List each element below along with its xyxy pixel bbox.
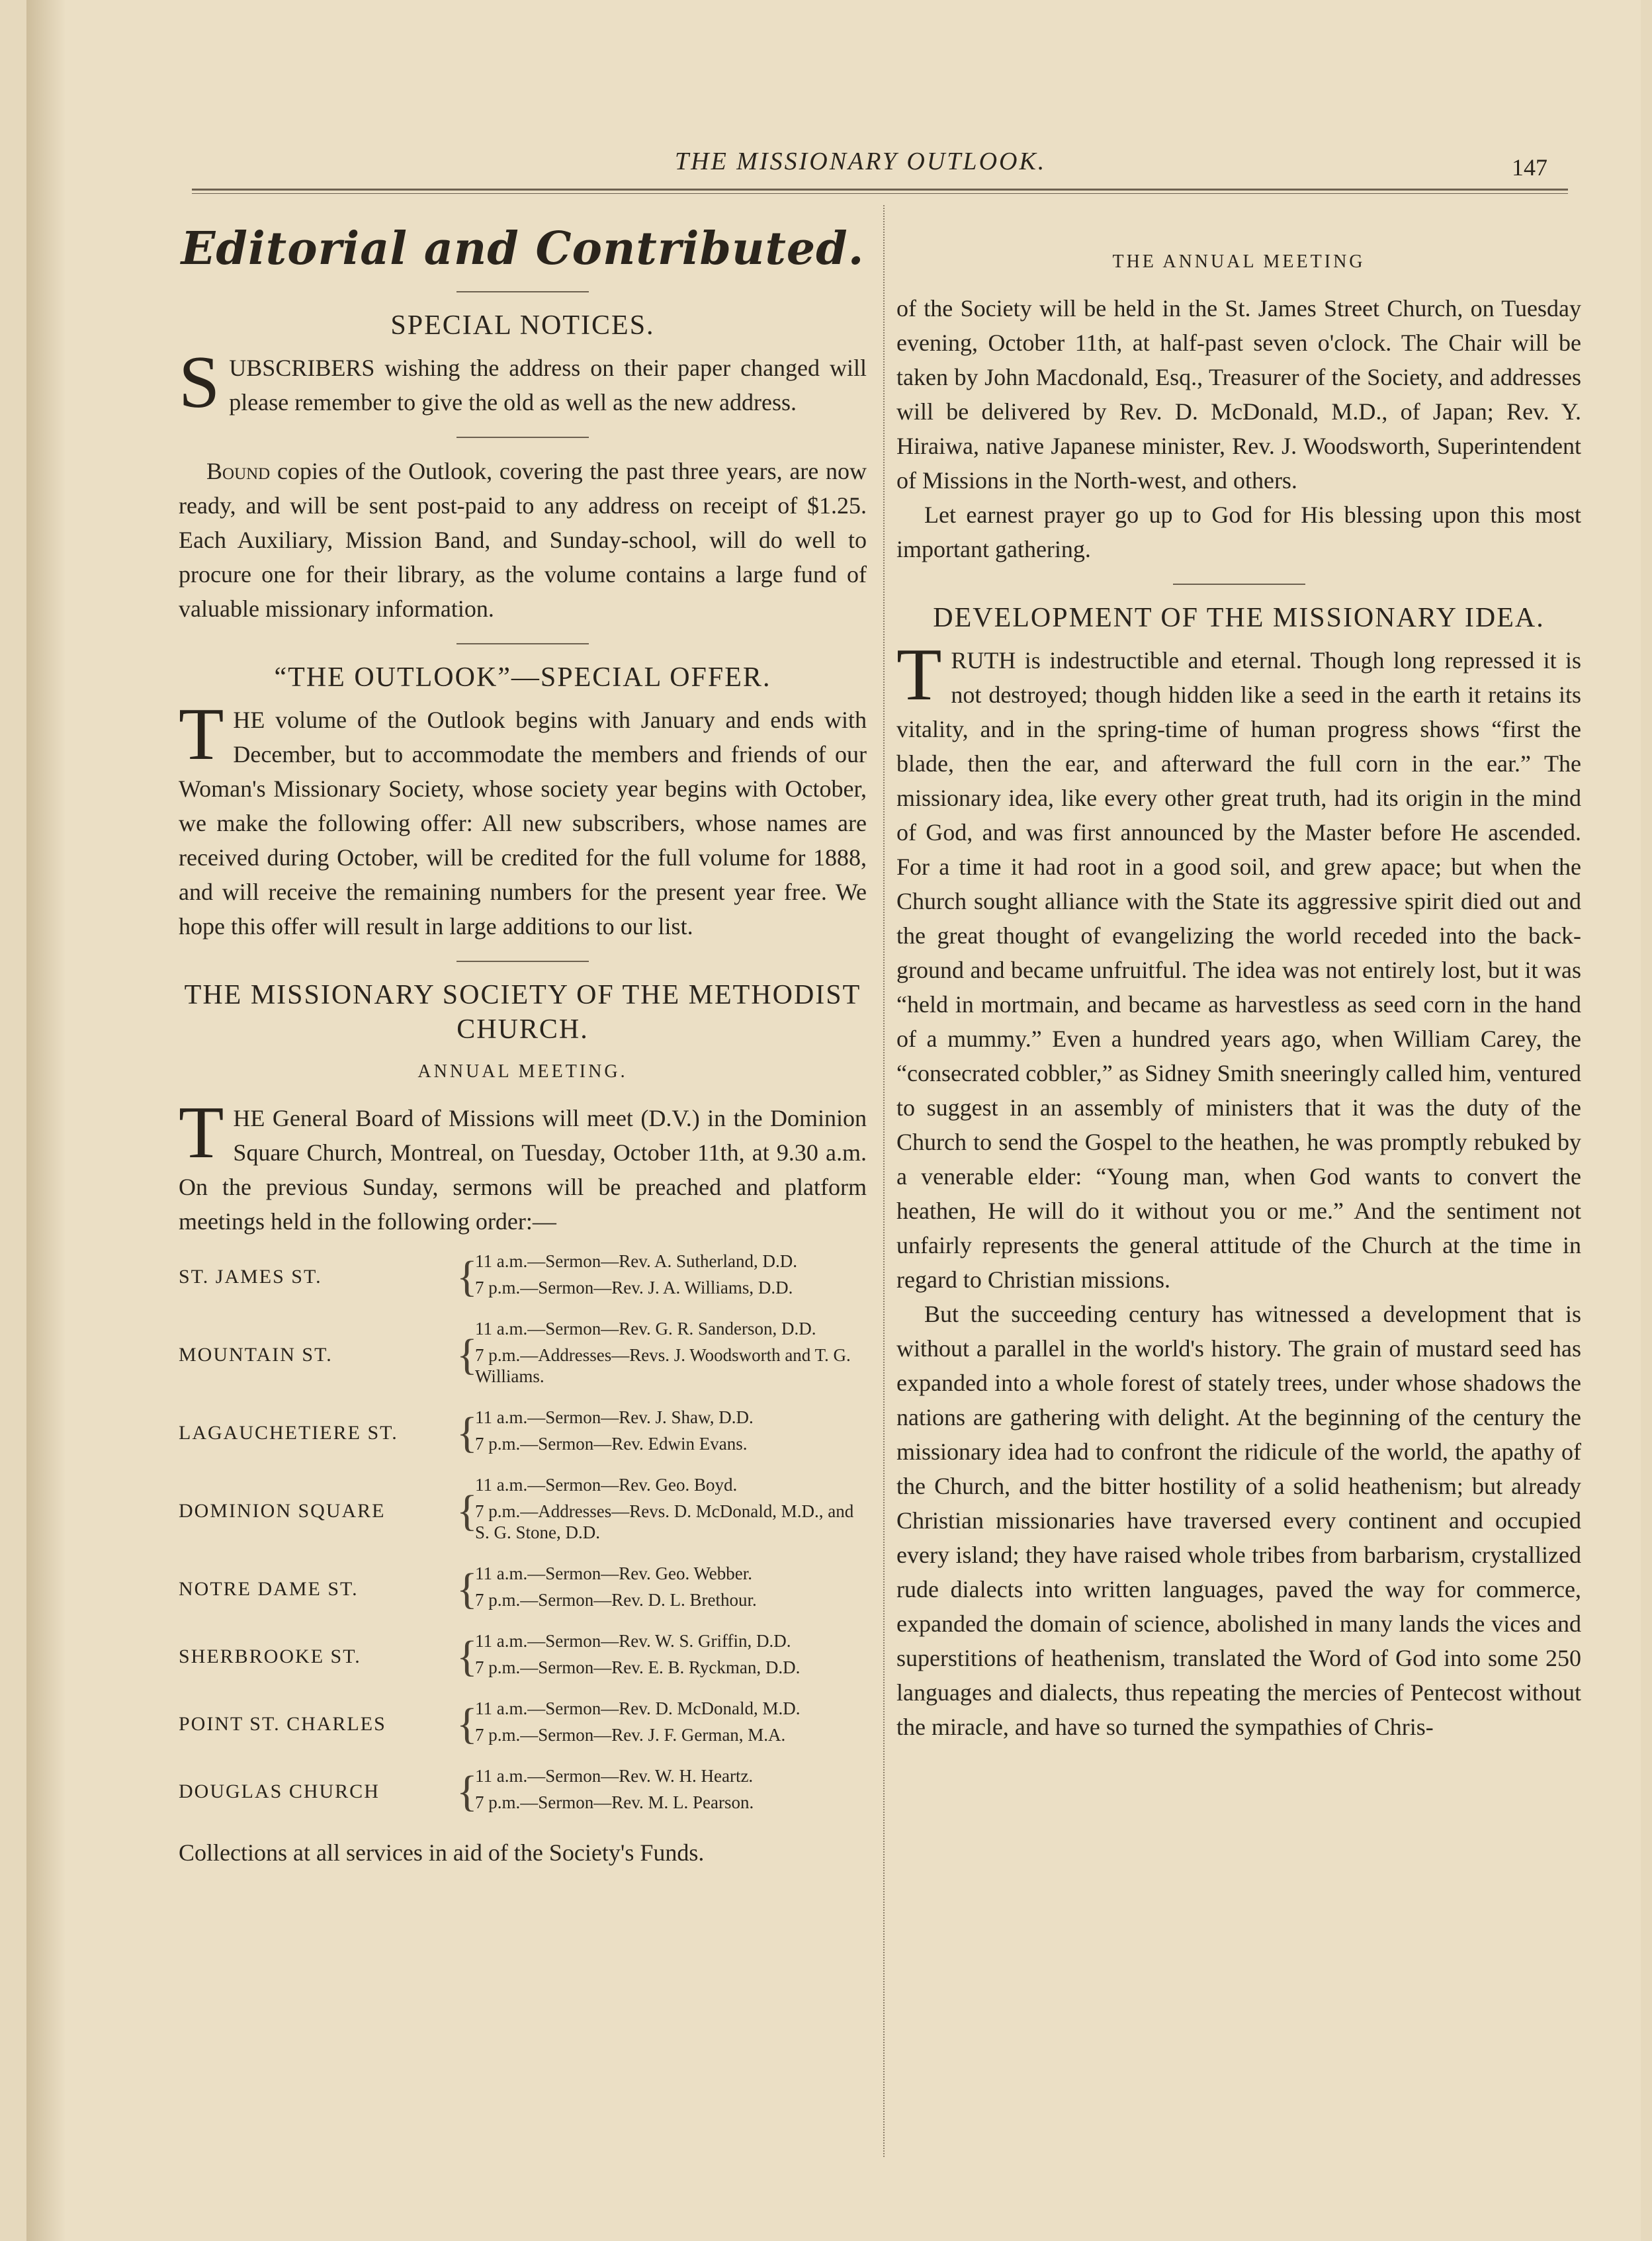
brace-icon: { <box>456 1767 478 1816</box>
service-times <box>475 1318 865 1392</box>
running-title: THE MISSIONARY OUTLOOK. <box>675 148 1047 175</box>
collections-note: Collections at all services in aid of the Society's Funds. <box>179 1839 705 1866</box>
service-entry: 11 a.m.—Sermon—Rev. D. McDonald, M.D. <box>475 1698 801 1718</box>
service-entry: 11 a.m.—Sermon—Rev. A. Sutherland, D.D. <box>475 1251 797 1271</box>
divider-rule <box>456 643 589 644</box>
church-name: LAGAUCHETIERE ST. <box>179 1422 398 1444</box>
service-entry: 11 a.m.—Sermon—Rev. J. Shaw, D.D. <box>475 1407 754 1427</box>
missionary-society-heading: THE MISSIONARY SOCIETY OF THE METHODIST CHURCH. <box>184 980 861 1045</box>
schedule-row <box>179 1474 867 1548</box>
right-column <box>896 238 1581 1744</box>
paragraph-text: RUTH is indestructible and eternal. Though long repressed it is not destroyed; though hidden like a seed in the earth it retains its vitality, and in the spring-time of human progress shows “first the blade, then the ear, and afterward the full corn in the ear.” The missionary idea, like every other great truth, had its origin in the mind of God, and was first announced by the Master before He ascended. For a time it had root in a good soil, and grew apace; but when the Church sought alliance with the State its aggressive spirit died out and the great thought of evangelizing the world receded into the back-ground and became unfruitful. The idea was not entirely lost, but it was “held in mortmain, and became as harvestless as seed corn in the hand of a mummy.” Even a hundred years ago, when William Carey, the “consecrated cobbler,” as Sidney Smith sneeringly called him, ventured to suggest in an assembly of ministers that it was the duty of the Church to send the Gospel to the heathen, he was promptly rebuked by a venerable elder: “Young man, when God wants to convert the heathen, He will do it without you or me.” And the sentiment not unfairly represents the general attitude of the Church at the time in regard to Christian missions. <box>896 647 1581 1293</box>
church-name: NOTRE DAME ST. <box>179 1578 359 1600</box>
service-entry: 11 a.m.—Sermon—Rev. Geo. Boyd. <box>475 1475 738 1495</box>
service-times <box>475 1630 865 1683</box>
header-rule <box>192 189 1568 194</box>
lead-word: Bound <box>206 458 271 484</box>
brace-icon: { <box>456 1565 478 1613</box>
brace-icon: { <box>456 1632 478 1681</box>
service-entry: 11 a.m.—Sermon—Rev. G. R. Sanderson, D.D. <box>475 1319 816 1339</box>
section-masthead: Editorial and Contributed. <box>181 222 865 275</box>
development-paragraph-1 <box>896 634 1581 1297</box>
drop-cap: T <box>179 1092 224 1174</box>
brace-icon: { <box>456 1700 478 1748</box>
paragraph-text: copies of the Outlook, covering the past three years, are now ready, and will be sent post-paid to any address on receipt of $1.25. Each Auxiliary, Mission Band, and Sunday-school, will do well to procure one for their library, as the volume contains a large fund of valuable missionary information. <box>179 458 867 622</box>
missionary-society-paragraph <box>179 1092 867 1239</box>
annual-meeting-subheading: ANNUAL MEETING. <box>417 1061 628 1082</box>
church-name: POINT ST. CHARLES <box>179 1713 386 1735</box>
service-times <box>475 1407 865 1460</box>
service-entry: 7 p.m.—Sermon—Rev. Edwin Evans. <box>475 1434 748 1454</box>
church-name: ST. JAMES ST. <box>179 1266 322 1288</box>
service-entry: 7 p.m.—Sermon—Rev. J. F. German, M.A. <box>475 1725 786 1745</box>
drop-cap: T <box>179 693 224 775</box>
service-times <box>475 1765 865 1818</box>
development-heading: DEVELOPMENT OF THE MISSIONARY IDEA. <box>933 603 1545 633</box>
brace-icon: { <box>456 1252 478 1301</box>
service-entry: 7 p.m.—Addresses—Revs. J. Woodsworth and T. G. Williams. <box>475 1345 851 1386</box>
church-name: DOUGLAS CHURCH <box>179 1780 380 1802</box>
divider-rule <box>456 291 589 292</box>
page-edge-shadow <box>26 0 66 2241</box>
service-times <box>475 1251 865 1303</box>
divider-rule <box>1173 584 1305 585</box>
column-divider <box>883 205 885 2157</box>
service-entry: 7 p.m.—Sermon—Rev. M. L. Pearson. <box>475 1792 754 1812</box>
paragraph-text: HE volume of the Outlook begins with January and ends with December, but to accommodate the members and friends of our Woman's Missionary Society, whose society year begins with October, we make the following offer: All new subscribers, whose names are received during October, will be credited for the full volume for 1888, and will receive the remaining numbers for the present year free. We hope this offer will result in large additions to our list. <box>179 707 867 940</box>
schedule-row <box>179 1630 867 1683</box>
brace-icon: { <box>456 1409 478 1457</box>
service-entry: 7 p.m.—Sermon—Rev. J. A. Williams, D.D. <box>475 1278 793 1297</box>
drop-cap: S <box>179 341 220 423</box>
annual-meeting-heading: THE ANNUAL MEETING <box>1112 251 1366 272</box>
drop-cap: T <box>896 634 942 716</box>
service-times <box>475 1474 865 1548</box>
special-notices-paragraph-2 <box>179 454 867 626</box>
divider-rule <box>456 437 589 438</box>
service-entry: 7 p.m.—Sermon—Rev. D. L. Brethour. <box>475 1590 757 1610</box>
sermon-schedule <box>179 1251 867 1818</box>
service-entry: 7 p.m.—Addresses—Revs. D. McDonald, M.D., and S. G. Stone, D.D. <box>475 1501 854 1542</box>
special-notices-heading: SPECIAL NOTICES. <box>390 310 655 341</box>
service-entry: 7 p.m.—Sermon—Rev. E. B. Ryckman, D.D. <box>475 1657 801 1677</box>
special-offer-heading: “THE OUTLOOK”—SPECIAL OFFER. <box>274 662 771 693</box>
service-entry: 11 a.m.—Sermon—Rev. W. S. Griffin, D.D. <box>475 1631 791 1651</box>
brace-icon: { <box>456 1487 478 1535</box>
special-offer-paragraph <box>179 693 867 944</box>
schedule-row <box>179 1407 867 1460</box>
page <box>26 0 1641 2241</box>
service-times <box>475 1563 865 1616</box>
paragraph-text: UBSCRIBERS wishing the address on their paper changed will please remember to give the old as well as the new address. <box>229 355 867 416</box>
service-entry: 11 a.m.—Sermon—Rev. W. H. Heartz. <box>475 1766 754 1786</box>
service-times <box>475 1698 865 1751</box>
schedule-row <box>179 1251 867 1303</box>
divider-rule <box>456 961 589 962</box>
schedule-row <box>179 1765 867 1818</box>
special-notices-paragraph-1 <box>179 341 867 423</box>
brace-icon: { <box>456 1331 478 1379</box>
service-entry: 11 a.m.—Sermon—Rev. Geo. Webber. <box>475 1563 753 1583</box>
paragraph-text: HE General Board of Missions will meet (D.V.) in the Dominion Square Church, Montreal, on Tuesday, October 11th, at 9.30 a.m. On the previous Sunday, sermons will be preached and platform meetings held in the following order:— <box>179 1105 867 1235</box>
page-number: 147 <box>1512 154 1547 181</box>
annual-meeting-paragraph-1: of the Society will be held in the St. James Street Church, on Tuesday evening, October 11th, at half-past seven o'clock. The Chair will be taken by John Macdonald, Esq., Treasurer of the Society, and addresses will be delivered by Rev. D. McDonald, M.D., of Japan; Rev. Y. Hiraiwa, native Japanese minister, Rev. J. Woodsworth, Superintendent of Missions in the North-west, and others. <box>896 295 1581 494</box>
left-column <box>179 218 867 1870</box>
schedule-row <box>179 1318 867 1392</box>
schedule-row <box>179 1563 867 1616</box>
annual-meeting-paragraph-2: Let earnest prayer go up to God for His blessing upon this most important gathering. <box>896 502 1581 562</box>
church-name: SHERBROOKE ST. <box>179 1646 361 1667</box>
church-name: MOUNTAIN ST. <box>179 1344 333 1366</box>
church-name: DOMINION SQUARE <box>179 1500 386 1522</box>
schedule-row <box>179 1698 867 1751</box>
development-paragraph-2: But the succeeding century has witnessed a development that is without a parallel in the world's history. The grain of mustard seed has expanded into a whole forest of stately trees, under whose shadows the nations are gathering with delight. At the beginning of the century the missionary idea had to confront the ridicule of the world, the apathy of the Church, and the bitter hostility of a solid heathenism; but already Christian missionaries have traversed every continent and occupied every island; they have raised whole tribes from barbarism, crystallized rude dialects into written languages, paved the way for commerce, expanded the domain of science, abolished in many lands the vices and superstitions of heathenism, translated the Word of God into some 250 languages and dialects, thus repeating the mercies of Pentecost without the miracle, and have so turned the sympathies of Chris- <box>896 1301 1581 1740</box>
